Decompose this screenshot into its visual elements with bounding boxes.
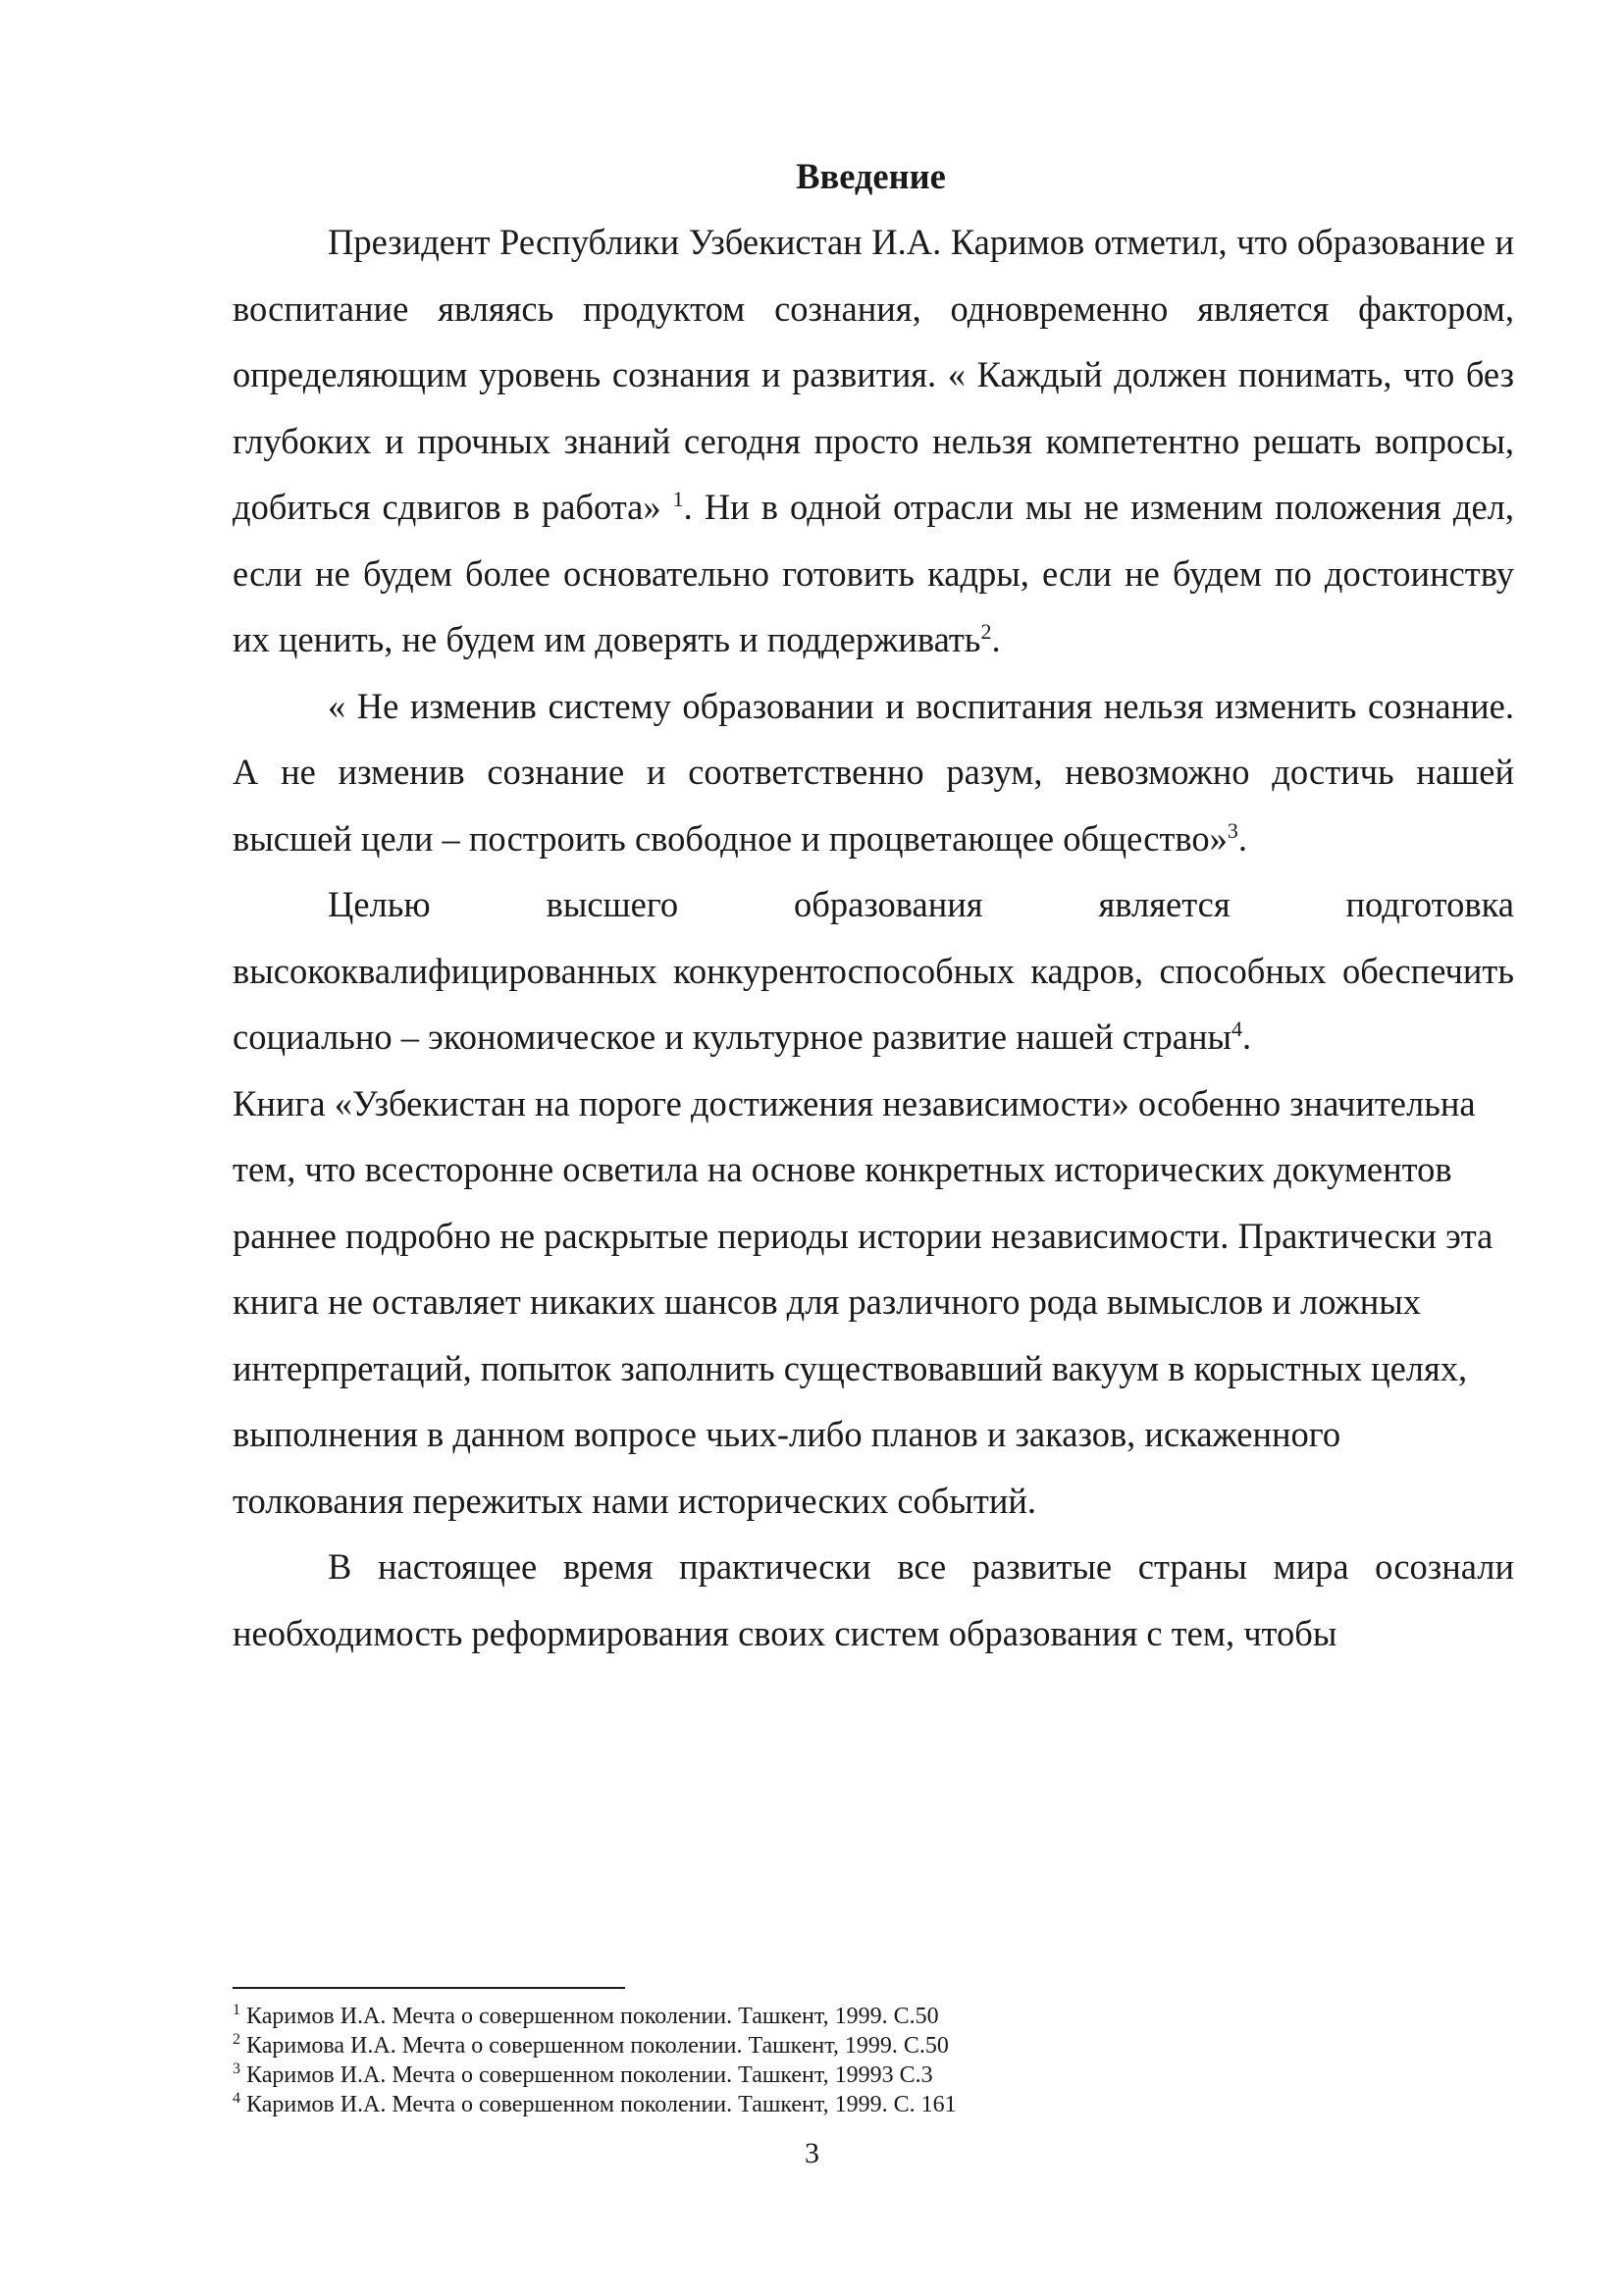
footnote-ref-3[interactable]: 3 (1227, 817, 1238, 843)
footnote-ref-4[interactable]: 4 (1231, 1016, 1243, 1041)
footnote-text: Каримов И.А. Мечта о совершенном поколении. Ташкент, 1999. С. 161 (246, 2092, 957, 2117)
page-title: Введение (796, 156, 946, 196)
main-text (233, 209, 1514, 1666)
footnote-number: 2 (233, 2031, 240, 2048)
footnote-text: Каримов И.А. Мечта о совершенном поколении. Ташкент, 19993 С.3 (246, 2062, 933, 2088)
paragraph-5: В настоящее время практически все развитые страны мира осознали необходимость реформирования своих систем образования с тем, чтобы (233, 1546, 1514, 1653)
footnote-number: 1 (233, 2002, 240, 2018)
footnote-number: 3 (233, 2061, 240, 2077)
footnote-3 (233, 2061, 1508, 2090)
footnote-2 (233, 2031, 1508, 2061)
footnotes (233, 2002, 1508, 2119)
paragraph-3-text-2: . (1242, 1017, 1252, 1057)
paragraph-1 (233, 209, 1514, 673)
paragraph-2-text-2: . (1237, 817, 1248, 859)
paragraph-4: Книга «Узбекистан на пороге достижения независимости» особенно значительна тем, что всесторонне осветила на основе конкретных исторических документов раннее подробно не раскрытые периоды истории независимости. Практически эта книга не оставляет никаких шансов для различного рода вымыслов и ложных интерпретаций, попыток заполнить существовавший вакуум в корыстных целях, выполнения в данном вопросе чьих-либо планов и заказов, искаженного толкования пережитых нами исторических событий. (233, 1082, 1493, 1521)
footnote-separator (233, 1987, 625, 1989)
footnote-number: 4 (233, 2090, 240, 2107)
footnote-text: Каримова И.А. Мечта о совершенном поколении. Ташкент, 1999. С.50 (246, 2033, 949, 2059)
paragraph-2 (233, 673, 1514, 872)
paragraph-3 (233, 871, 1514, 1070)
footnote-4 (233, 2090, 1508, 2119)
footnote-1 (233, 2002, 1508, 2031)
paragraph-1-text-2: . Ни в одной отрасли мы не изменим положения дел, если не будем более основательно готовить кадры, если не будем по достоинству их ценить, не будем им доверять и поддерживать (233, 487, 1514, 659)
footnote-text: Каримов И.А. Мечта о совершенном поколении. Ташкент, 1999. С.50 (246, 2004, 939, 2029)
page-number: 3 (805, 2137, 819, 2169)
paragraph-1-text: Президент Республики Узбекистан И.А. Каримов отметил, что образование и воспитание являясь продуктом сознания, одновременно является фактором, определяющим уровень сознания и развития. « Каждый должен понимать, что без глубоких и прочных знаний сегодня просто нельзя компетентно решать вопросы, добиться сдвигов в работа» (233, 222, 1514, 527)
footnote-ref-1[interactable]: 1 (672, 486, 684, 511)
paragraph-3-text: Целью высшего образования является подготовка высококвалифицированных конкурентоспособных кадров, способных обеспечить социально – экономическое и культурное развитие нашей страны (233, 884, 1514, 1057)
footnote-ref-2[interactable]: 2 (980, 618, 992, 644)
paragraph-1-text-3: . (991, 619, 1001, 659)
paragraph-2-text: « Не изменив систему образовании и воспитания нельзя изменить сознание. А не изменив сознание и соответственно разум, невозможно достичь нашей высшей цели – построить свободное и процветающее общество» (233, 685, 1514, 859)
